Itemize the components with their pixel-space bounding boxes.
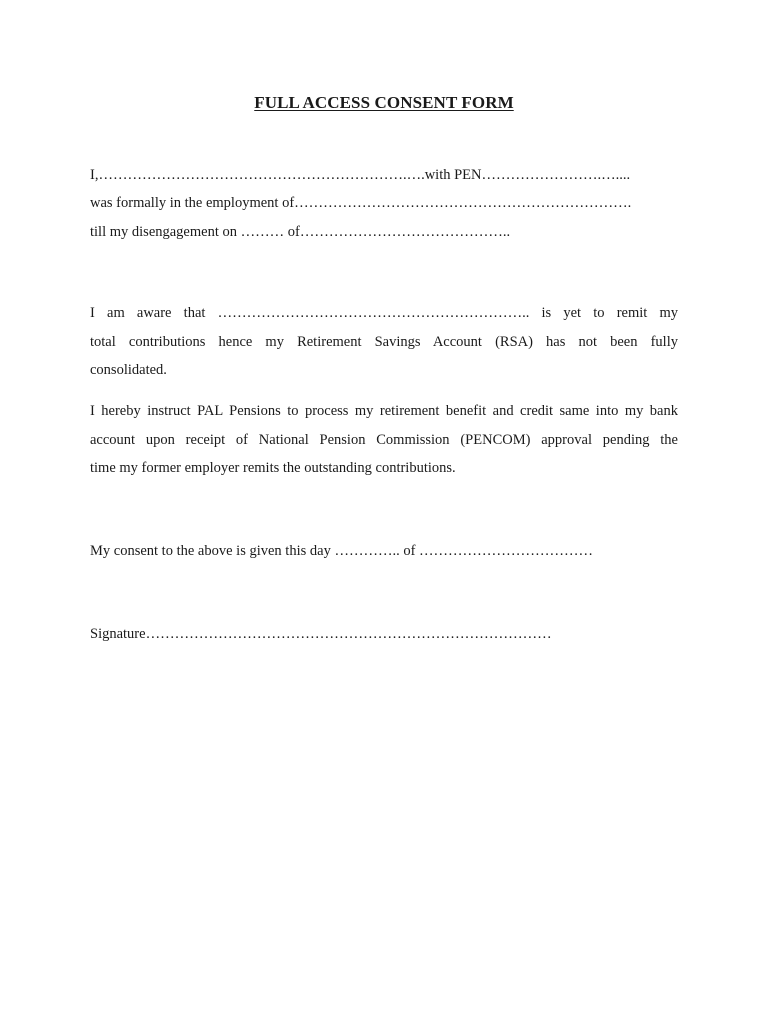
signature-line: Signature………………………………………………………………………… bbox=[90, 626, 552, 642]
instruction-line-3: time my former employer remits the outstanding contributions. bbox=[90, 460, 456, 476]
awareness-line-3: consolidated. bbox=[90, 362, 167, 378]
consent-date-line: My consent to the above is given this day ………….. of ……………………………… bbox=[90, 543, 594, 559]
employment-line: was formally in the employment of……………………………………………………………. bbox=[90, 195, 632, 211]
disengagement-line: till my disengagement on ……… of…………………………………….. bbox=[90, 224, 511, 240]
awareness-line-2: total contributions hence my Retirement Savings Account (RSA) has not been fully bbox=[90, 334, 678, 350]
employee-name-pen-line: I,……………………………………………………….….with PEN…………………….….... bbox=[90, 167, 631, 183]
instruction-line-2: account upon receipt of National Pension Commission (PENCOM) approval pending the bbox=[90, 432, 678, 448]
form-title: FULL ACCESS CONSENT FORM bbox=[254, 93, 514, 112]
instruction-line-1: I hereby instruct PAL Pensions to process my retirement benefit and credit same into my bank bbox=[90, 403, 678, 419]
awareness-line-1: I am aware that ……………………………………………………….. is yet to remit my bbox=[90, 305, 678, 321]
